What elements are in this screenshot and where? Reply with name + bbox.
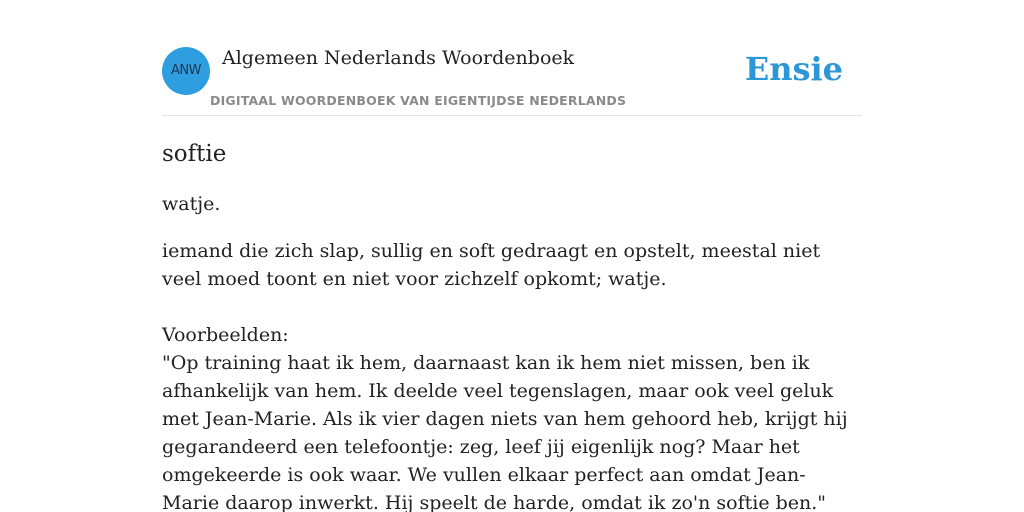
entry-content (162, 138, 862, 512)
full-definition: iemand die zich slap, sullig en soft gedraagt en opstelt, meestal niet veel moed toont en niet voor zichzelf opkomt; watje. (162, 240, 821, 290)
example-quote: "Op training haat ik hem, daarnaast kan ik hem niet missen, ben ik afhankelijk van hem. Ik deelde veel tegenslagen, maar ook veel geluk met Jean-Marie. Als ik vier dagen niets van hem gehoord heb, krijgt hij gegarandeerd een telefoontje: zeg, leef jij eigenlijk nog? Maar het omgekeerde is ook waar. We vullen elkaar perfect aan omdat Jean-Marie daarop inwerkt. Hij speelt de harde, omdat ik zo'n softie ben." (162, 352, 848, 512)
examples-section (162, 321, 862, 512)
site-subtitle: DIGITAAL WOORDENBOEK VAN EIGENTIJDSE NEDERLANDS (210, 93, 627, 108)
short-definition: watje. (162, 193, 221, 215)
anw-logo[interactable]: ANW (162, 47, 210, 95)
ensie-brand-logo[interactable]: Ensie (744, 50, 843, 88)
site-title[interactable]: Algemeen Nederlands Woordenboek (222, 47, 575, 69)
entry-headword: softie (162, 141, 227, 167)
site-header (162, 46, 862, 116)
examples-label: Voorbeelden: (162, 324, 289, 346)
